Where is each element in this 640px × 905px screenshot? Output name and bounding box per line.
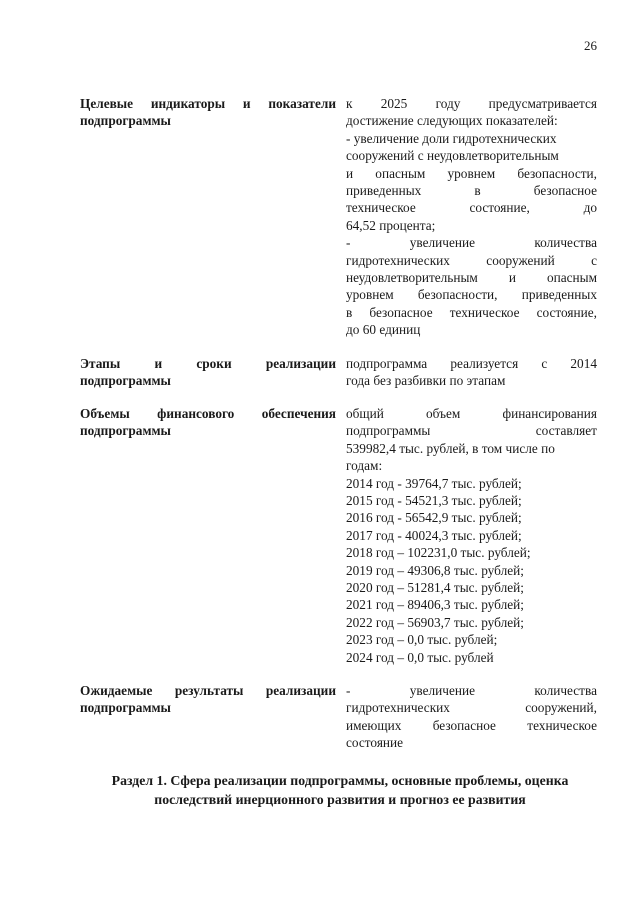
value-line: 2018 год – 102231,0 тыс. рублей;: [346, 545, 531, 561]
label-line: Этапы и сроки реализации: [80, 356, 336, 371]
section-heading: [80, 771, 600, 809]
row-label: [80, 405, 336, 440]
row-label: [80, 95, 336, 130]
value-line: подпрограммы составляет: [346, 423, 597, 439]
row-label: [80, 355, 336, 390]
value-line: 2024 год – 0,0 тыс. рублей: [346, 649, 494, 665]
row-value: [346, 95, 597, 339]
value-line: 2015 год - 54521,3 тыс. рублей;: [346, 493, 522, 509]
value-line: имеющих безопасное техническое: [346, 717, 597, 733]
page-number: 26: [584, 38, 597, 53]
value-line: 2023 год – 0,0 тыс. рублей;: [346, 632, 498, 648]
value-line: 2020 год – 51281,4 тыс. рублей;: [346, 580, 524, 596]
row-value: [346, 682, 597, 752]
value-line: состояние: [346, 735, 404, 751]
value-line: - увеличение количества: [346, 683, 597, 698]
value-line: уровнем безопасности, приведенных: [346, 287, 597, 303]
value-line: гидротехнических сооружений,: [346, 700, 597, 716]
value-line: до 60 единиц: [346, 322, 421, 338]
row-label: [80, 682, 336, 717]
value-line: 2021 год – 89406,3 тыс. рублей;: [346, 597, 524, 613]
value-line: приведенных в безопасное: [346, 183, 597, 199]
value-line: техническое состояние, до: [346, 200, 597, 216]
value-line: к 2025 году предусматривается: [346, 96, 597, 111]
value-line: 2019 год – 49306,8 тыс. рублей;: [346, 562, 524, 578]
value-line: - увеличение количества: [346, 235, 597, 251]
value-line: 2022 год – 56903,7 тыс. рублей;: [346, 614, 524, 630]
value-line: общий объем финансирования: [346, 406, 597, 421]
section-heading-line: последствий инерционного развития и прогноз ее развития: [154, 792, 526, 807]
value-line: достижение следующих показателей:: [346, 113, 558, 129]
value-line: подпрограмма реализуется с 2014: [346, 356, 597, 371]
label-line: Объемы финансового обеспечения: [80, 406, 336, 421]
value-line: 64,52 процента;: [346, 217, 436, 233]
value-line: - увеличение доли гидротехнических: [346, 130, 557, 146]
value-line: года без разбивки по этапам: [346, 373, 506, 389]
section-heading-line: Раздел 1. Сфера реализации подпрограммы, основные проблемы, оценка: [111, 773, 569, 788]
row-value: [346, 405, 597, 666]
label-line: подпрограммы: [80, 373, 171, 389]
value-line: 2016 год - 56542,9 тыс. рублей;: [346, 510, 522, 526]
value-line: и опасным уровнем безопасности,: [346, 165, 597, 181]
value-line: в безопасное техническое состояние,: [346, 304, 597, 320]
value-line: неудовлетворительным и опасным: [346, 270, 597, 286]
label-line: подпрограммы: [80, 423, 171, 439]
value-line: 539982,4 тыс. рублей, в том числе по: [346, 440, 555, 456]
value-line: 2014 год - 39764,7 тыс. рублей;: [346, 475, 522, 491]
label-line: Ожидаемые результаты реализации: [80, 683, 336, 698]
value-line: гидротехнических сооружений с: [346, 252, 597, 268]
row-value: [346, 355, 597, 390]
label-line: подпрограммы: [80, 700, 171, 716]
label-line: подпрограммы: [80, 113, 171, 129]
value-line: годам:: [346, 458, 383, 474]
label-line: Целевые индикаторы и показатели: [80, 96, 336, 111]
value-line: 2017 год - 40024,3 тыс. рублей;: [346, 527, 522, 543]
value-line: сооружений с неудовлетворительным: [346, 148, 559, 164]
